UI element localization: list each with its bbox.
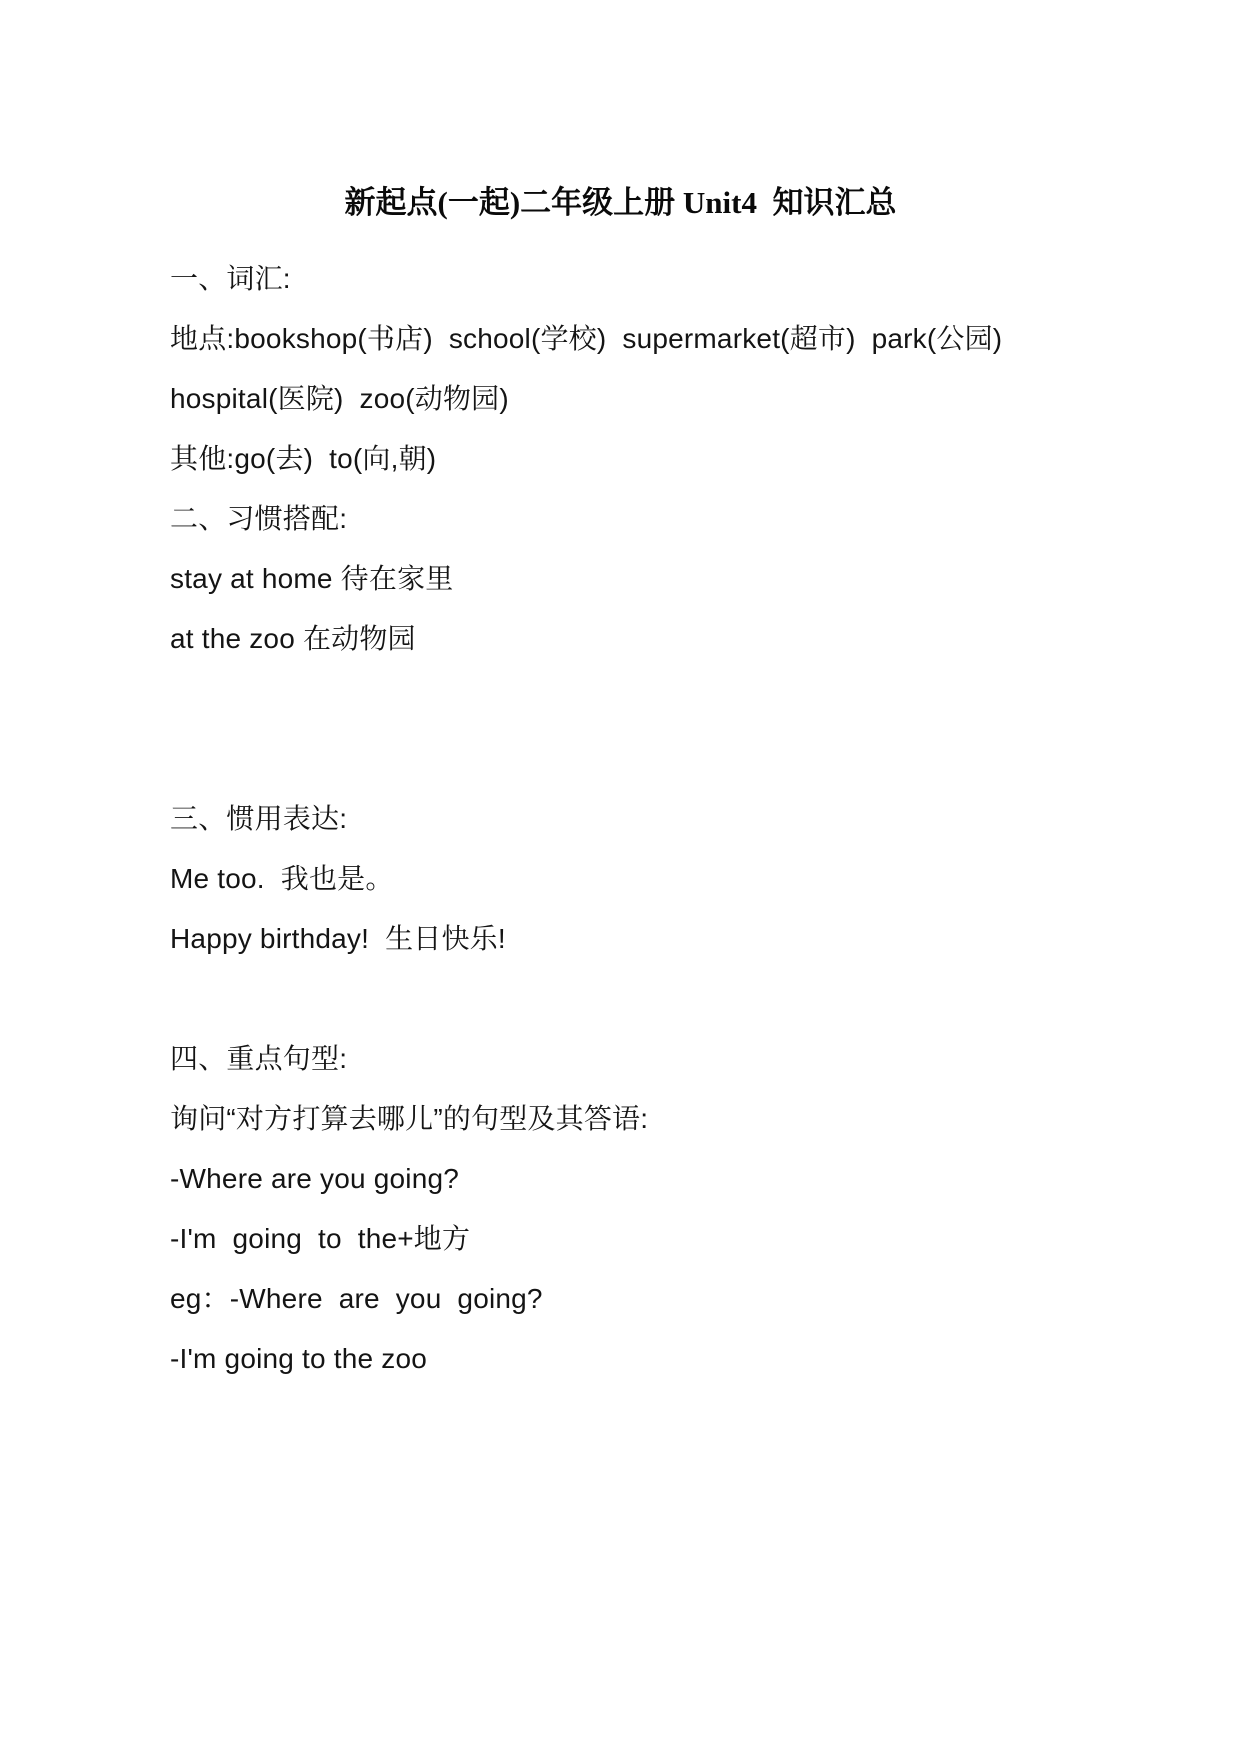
document-line-expression-happy-birthday: Happy birthday! 生日快乐! <box>170 923 506 954</box>
document-line-blank <box>170 669 1091 729</box>
document-line-example-question: eg：-Where are you going? <box>170 1283 543 1314</box>
document-line-other-vocab: 其他:go(去) to(向,朝) <box>170 443 437 474</box>
document-line-section3-heading: 三、惯用表达: <box>170 803 348 834</box>
document-line-example-answer: -I'm going to the zoo <box>170 1343 428 1374</box>
document-line-phrase-stay-at-home: stay at home 待在家里 <box>170 563 454 594</box>
document-line-places-vocab-cont: hospital(医院) zoo(动物园) <box>170 383 509 414</box>
document-line-question-where-going: -Where are you going? <box>170 1163 460 1194</box>
page-title: 新起点(一起)二年级上册 Unit4 知识汇总 <box>344 185 897 220</box>
document-line-expression-me-too: Me too. 我也是。 <box>170 863 394 894</box>
document-line-places-vocab: 地点:bookshop(书店) school(学校) supermarket(超市) park(公园) <box>170 323 1003 354</box>
document-line-section4-heading: 四、重点句型: <box>170 1043 348 1074</box>
document-line-blank <box>170 969 1091 1029</box>
document-line-sentence-pattern-intro: 询问“对方打算去哪儿”的句型及其答语: <box>170 1103 649 1134</box>
document-line-section1-heading: 一、词汇: <box>170 263 291 294</box>
document-line-phrase-at-the-zoo: at the zoo 在动物园 <box>170 623 416 654</box>
document-line-section2-heading: 二、习惯搭配: <box>170 503 348 534</box>
document-line-blank <box>170 729 1091 789</box>
document-line-answer-going-to-place: -I'm going to the+地方 <box>170 1223 471 1254</box>
